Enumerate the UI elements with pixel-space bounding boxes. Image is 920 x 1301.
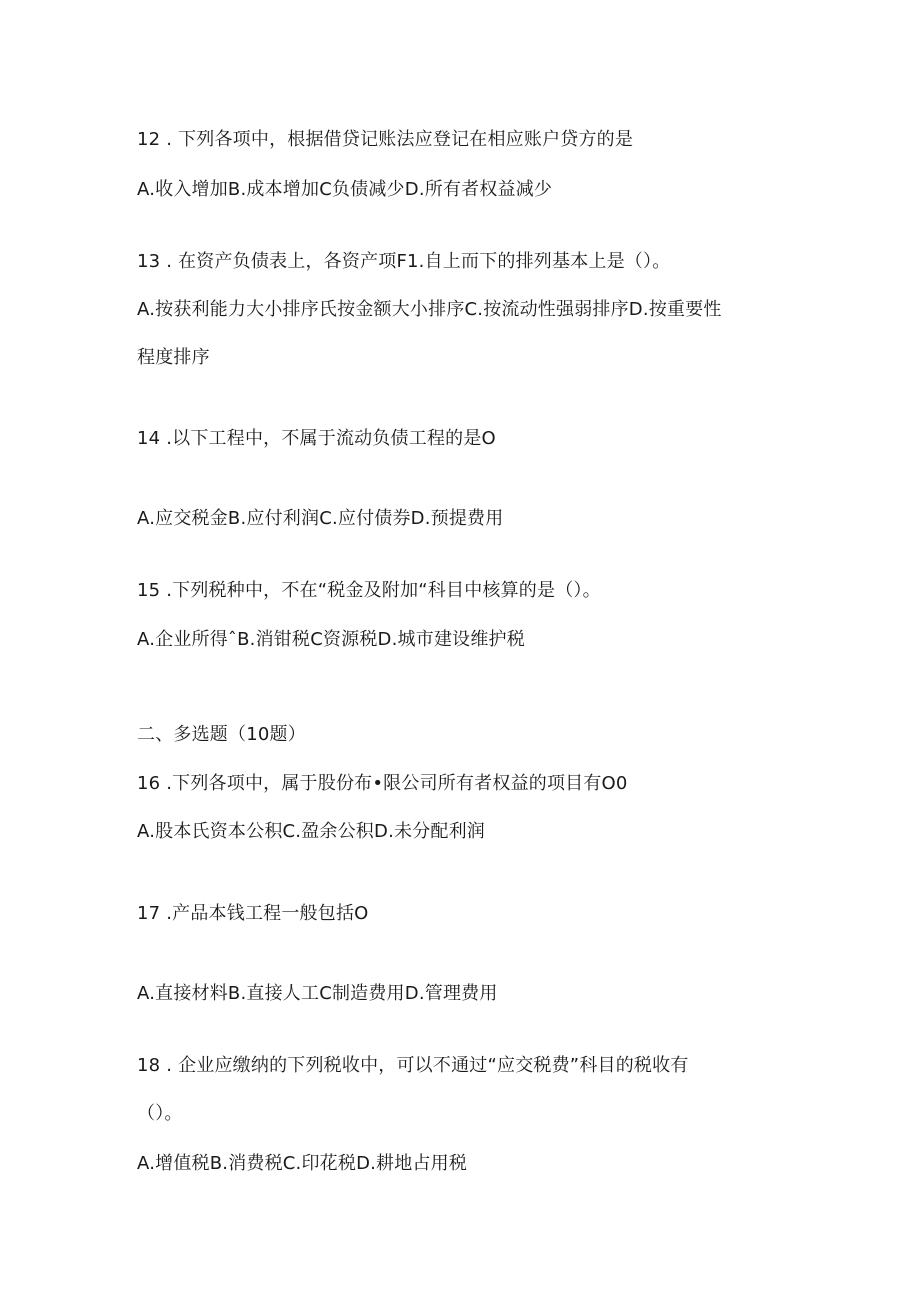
- question-17: 17 .产品本钱工程一般包括O: [137, 903, 369, 924]
- question-18: 18 . 企业应缴纳的下列税收中，可以不通过“应交税费”科目的税收有: [137, 1055, 689, 1076]
- question-18-cont: （）。: [137, 1103, 183, 1124]
- question-12-options: A.收入增加B.成本增加C负债减少D.所有者权益减少: [137, 179, 553, 200]
- question-13-options-cont: 程度排序: [137, 347, 210, 368]
- question-18-options: A.增值税B.消费税C.印花税D.耕地占用税: [137, 1153, 468, 1174]
- question-14: 14 .以下工程中，不属于流动负债工程的是O: [137, 428, 496, 449]
- question-15-options: A.企业所得ˆB.消钳税C资源税D.城市建设维护税: [137, 629, 525, 650]
- question-16: 16 .下列各项中，属于股份布•限公司所有者权益的项目有O0: [137, 773, 628, 794]
- question-13: 13 . 在资产负债表上，各资产项F1.自上而下的排列基本上是（）。: [137, 251, 671, 272]
- question-14-options: A.应交税金B.应付利润C.应付债券D.预提费用: [137, 508, 504, 529]
- question-15: 15 .下列税种中，不在“税金及附加“科目中核算的是（）。: [137, 580, 601, 601]
- question-12: 12 . 下列各项中，根据借贷记账法应登记在相应账户贷方的是: [137, 129, 634, 150]
- question-17-options: A.直接材料B.直接人工C制造费用D.管理费用: [137, 983, 498, 1004]
- question-16-options: A.股本氏资本公积C.盈余公积D.未分配利润: [137, 821, 485, 842]
- section-heading-multiple-choice: 二、多选题（10题）: [137, 724, 306, 745]
- question-13-options: A.按获利能力大小排序氏按金额大小排序C.按流动性强弱排序D.按重要性: [137, 299, 722, 320]
